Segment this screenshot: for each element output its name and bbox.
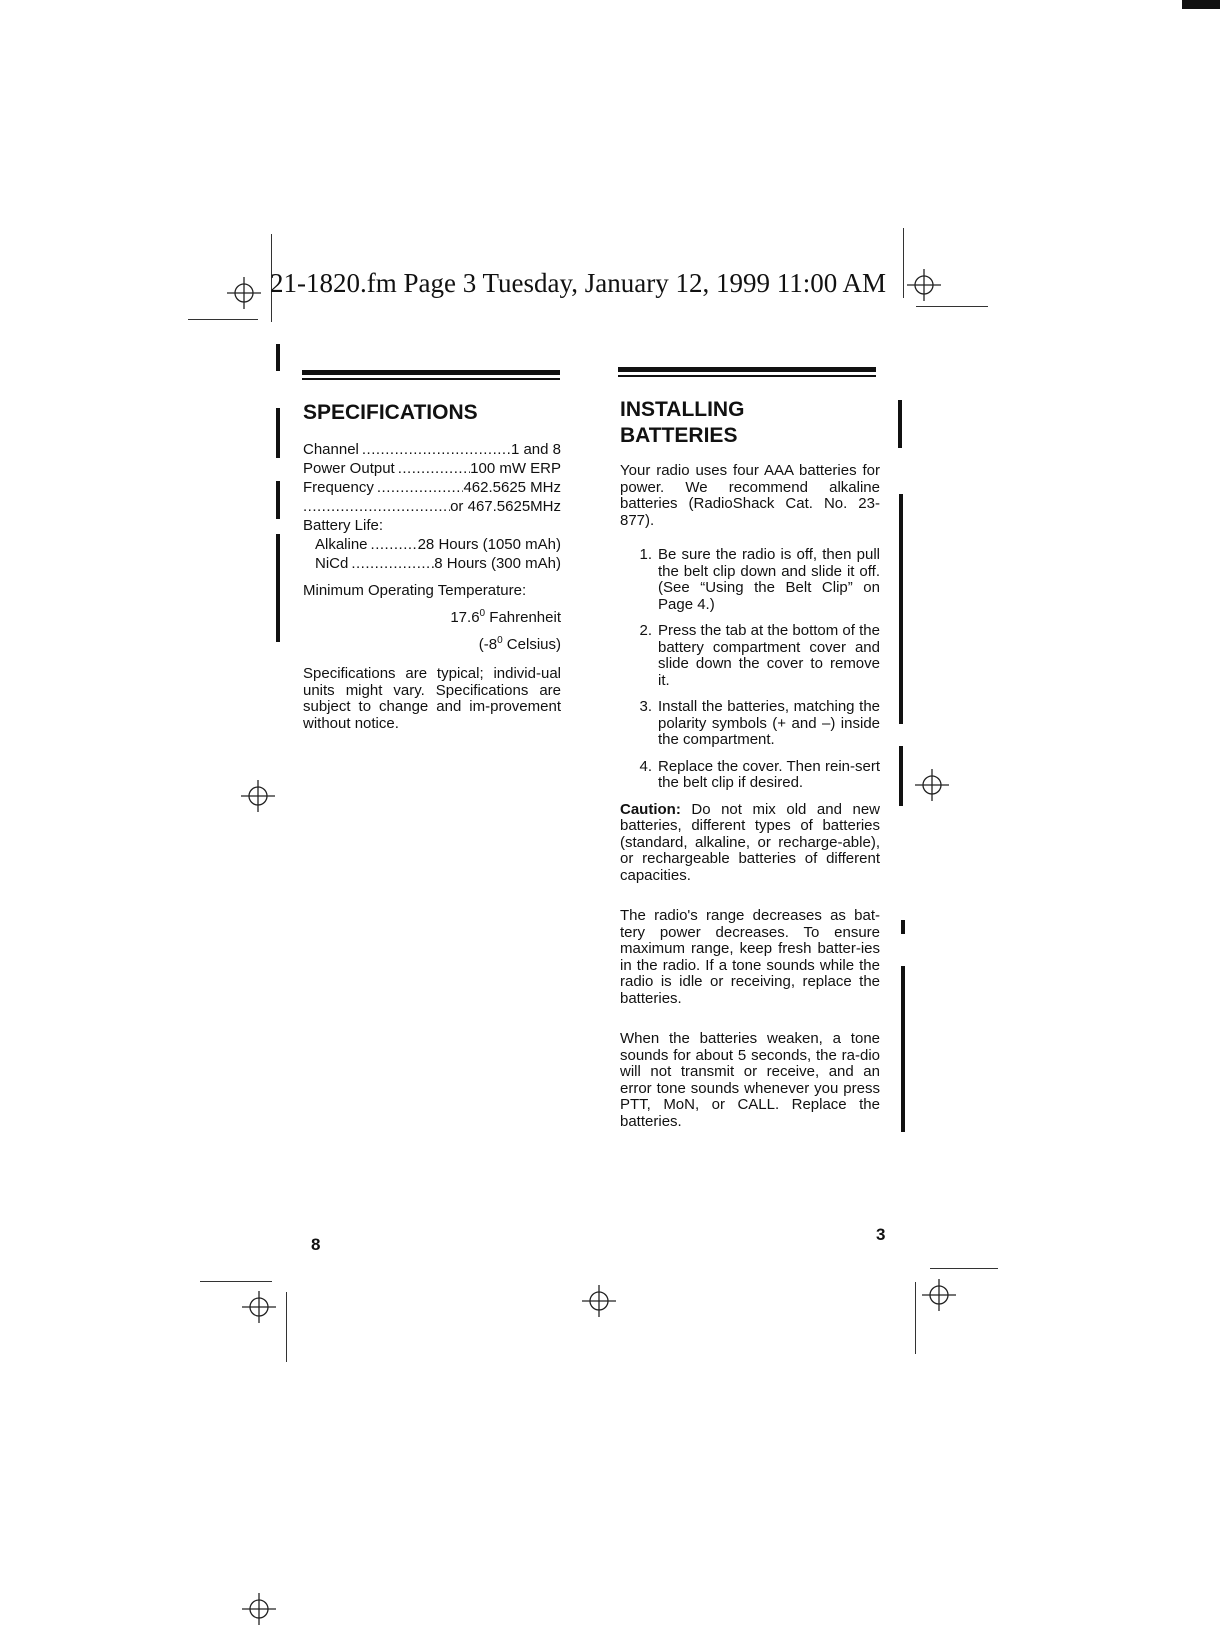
spec-list [303,440,561,654]
batteries-intro: Your radio uses four AAA batteries for power. We recommend alkaline batteries (RadioShack Cat. No. 23-877). [620,462,880,529]
registration-mark-icon [915,768,949,802]
change-bar [899,746,903,806]
change-bar [276,481,280,519]
crop-line [200,1281,272,1282]
section-rule [618,375,876,377]
page-number-left: 8 [311,1235,321,1254]
section-rule [302,370,560,375]
crop-line [916,306,988,307]
step-item: 3. Install the batteries, matching the polarity symbols (+ and –) inside the compartment. [639,698,880,748]
steps-list [620,547,880,792]
registration-mark-icon [242,1592,276,1626]
change-bar [901,920,905,934]
spec-row-frequency: Frequency ..... 462.5625 MHz [303,478,561,497]
registration-mark-icon [582,1284,616,1318]
min-temp-label: Minimum Operating Temperature: [303,582,527,599]
step-item: 4. Replace the cover. Then rein-sert the belt clip if desired. [639,757,880,791]
change-bar [276,344,280,371]
battery-row-alkaline: Alkaline ..... 28 Hours (1050 mAh) [303,535,561,554]
battery-row-nicd: NiCd ..... 8 Hours (300 mAh) [303,554,561,573]
section-title: SPECIFICATIONS [303,401,478,424]
section-title: INSTALLING BATTERIES [620,398,745,447]
step-item: 1. Be sure the radio is off, then pull the belt clip down and slide it off.(See “Using the Belt Clip” on Page 4.) [639,546,880,613]
temp-celsius: ($-8^0$ Celsius) [478,635,561,653]
registration-mark-icon [907,268,941,302]
registration-mark-icon [922,1278,956,1312]
page-header: 21-1820.fm Page 3 Tuesday, January 12, 1999 11:00 AM [270,268,886,298]
range-paragraph: The radio's range decreases as bat-tery power decreases. To ensure maximum range, keep fresh batter-ies in the radio. If a tone sounds while the radio is idle or receiving, replace the batteries. [620,907,880,1007]
specifications-section [303,400,561,732]
spec-row-power: Power Output ..... 100 mW ERP [303,459,561,478]
section-rule [302,378,560,380]
change-bar [276,408,280,458]
temp-fahrenheit: 17.6$^0$ Fahrenheit [450,608,561,626]
spec-row-frequency-alt: ..... or 467.5625MHz [303,497,561,516]
scan-artifact [1182,0,1220,9]
specifications-note: Specifications are typical; individ-ual units might vary. Specifications are subject to change and im-provement without notice. [303,665,561,732]
crop-line [903,228,904,298]
crop-line [915,1282,916,1354]
crop-line [188,319,258,320]
step-item: 2. Press the tab at the bottom of the battery compartment cover and slide down the cover to remove it. [639,622,880,689]
registration-mark-icon [242,1290,276,1324]
change-bar [276,534,280,642]
change-bar [898,400,902,448]
installing-batteries-section [620,397,880,1130]
weak-battery-paragraph: When the batteries weaken, a tone sounds for about 5 seconds, the ra-dio will not transmit or receive, and an error tone sounds whenever you press PTT, MoN, or CALL. Replace the batteries. [620,1030,880,1130]
registration-mark-icon [227,276,261,310]
section-rule [618,367,876,372]
caution-note: Caution: Do not mix old and new batteries, different types of batteries (standard, alkaline, or recharge-able), or rechargeable batteries of different capacities. [620,800,880,884]
registration-mark-icon [241,779,275,813]
crop-line [930,1268,998,1269]
spec-row-channel: Channel ..... 1 and 8 [303,440,561,459]
change-bar [901,966,905,1132]
change-bar [899,494,903,724]
battery-life-label: Battery Life: [303,517,384,534]
page-number-right: 3 [876,1225,886,1244]
crop-line [286,1292,287,1362]
